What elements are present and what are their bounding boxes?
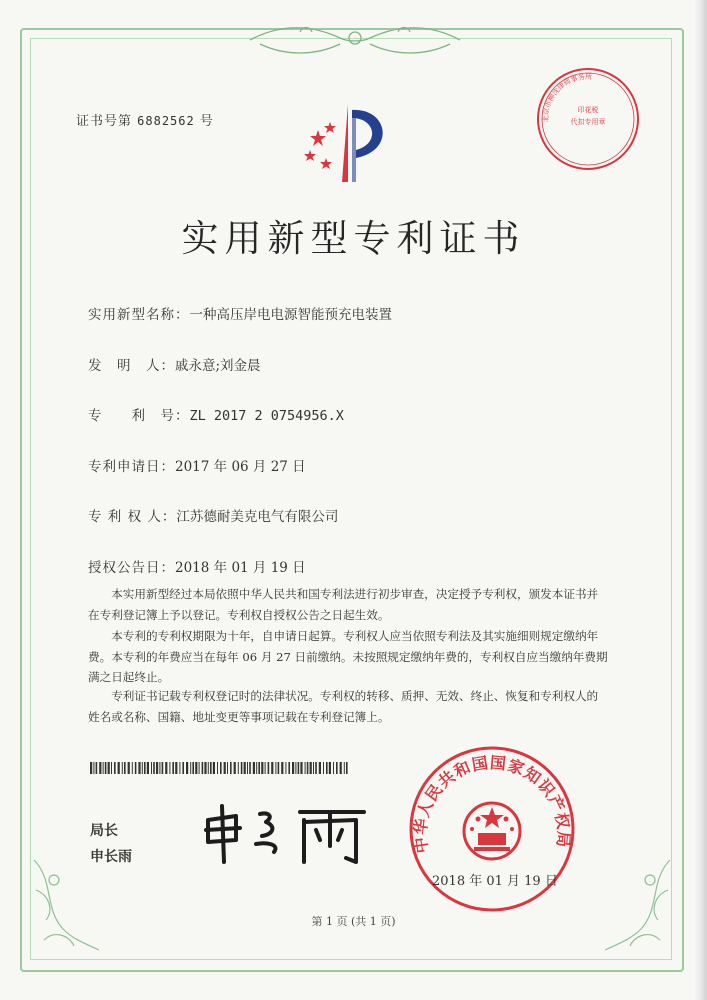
page-edge-shadow (693, 0, 707, 1000)
handwritten-signature (196, 800, 376, 870)
field-label: 专 利 权 人： (88, 509, 177, 525)
svg-text:代扣专用章: 代扣专用章 (570, 118, 606, 126)
certificate-number-value: 6882562 (137, 114, 195, 128)
field-label: 专 利 号： (88, 408, 190, 424)
body-paragraph-3: 专利证书记载专利权登记时的法律状况。专利权的转移、质押、无效、终止、恢复和专利权人的姓名或名称、国籍、地址变更等事项记载在专利登记簿上。 (88, 689, 599, 724)
svg-text:北京市柳沈律师事务所: 北京市柳沈律师事务所 (541, 73, 593, 123)
signatory-title: 局长 (90, 823, 118, 839)
seal-date: 2018 年 01 月 19 日 (432, 874, 558, 889)
barcode (90, 762, 350, 774)
top-ornament (240, 22, 470, 58)
body-paragraph-2: 本专利的专利权期限为十年，自申请日起算。专利权人应当依照专利法及其实施细则规定缴纳年费。本专利的年费应当在每年 06 月 27 日前缴纳。未按照规定缴纳年费的，专利权自应当缴纳年费期满之日起终止。 (88, 629, 608, 684)
signatory-name: 申长雨 (90, 849, 132, 865)
svg-text:中华人民共和国国家知识产权局: 中华人民共和国国家知识产权局 (410, 752, 574, 855)
certificate-number-label: 证书号第 (76, 114, 133, 129)
field-value: 2017 年 06 月 27 日 (175, 459, 306, 475)
corner-ornament-bottom-right (600, 850, 680, 960)
field-grant-date (88, 556, 306, 576)
cnipa-logo (296, 100, 406, 186)
field-inventors (88, 354, 261, 374)
field-patent-number (88, 404, 344, 424)
page-footer: 第 1 页 (共 1 页) (311, 915, 396, 928)
field-patentee (88, 505, 338, 525)
field-utility-model-name (88, 303, 392, 323)
certificate-number (76, 110, 214, 129)
field-application-date (88, 455, 306, 475)
field-value: 一种高压岸电电源智能预充电装置 (189, 307, 392, 323)
field-value: 戚永意;刘金晨 (175, 358, 261, 374)
certificate-number-suffix: 号 (199, 114, 214, 129)
field-label: 实用新型名称： (88, 307, 190, 323)
field-value: ZL 2017 2 0754956.X (189, 408, 344, 424)
field-value: 江苏德耐美克电气有限公司 (176, 509, 339, 525)
agent-stamp (535, 66, 641, 172)
document-title: 实用新型专利证书 (181, 217, 526, 260)
field-label: 专利申请日： (88, 459, 175, 475)
field-value: 2018 年 01 月 19 日 (175, 560, 306, 576)
field-label: 发 明 人： (88, 358, 175, 374)
field-label: 授权公告日： (88, 560, 175, 576)
svg-text:印花税: 印花税 (577, 106, 599, 114)
body-paragraph-1: 本实用新型经过本局依照中华人民共和国专利法进行初步审查，决定授予专利权，颁发本证书并在专利登记簿上予以登记。专利权自授权公告之日起生效。 (88, 587, 599, 622)
corner-ornament-bottom-left (24, 850, 104, 960)
